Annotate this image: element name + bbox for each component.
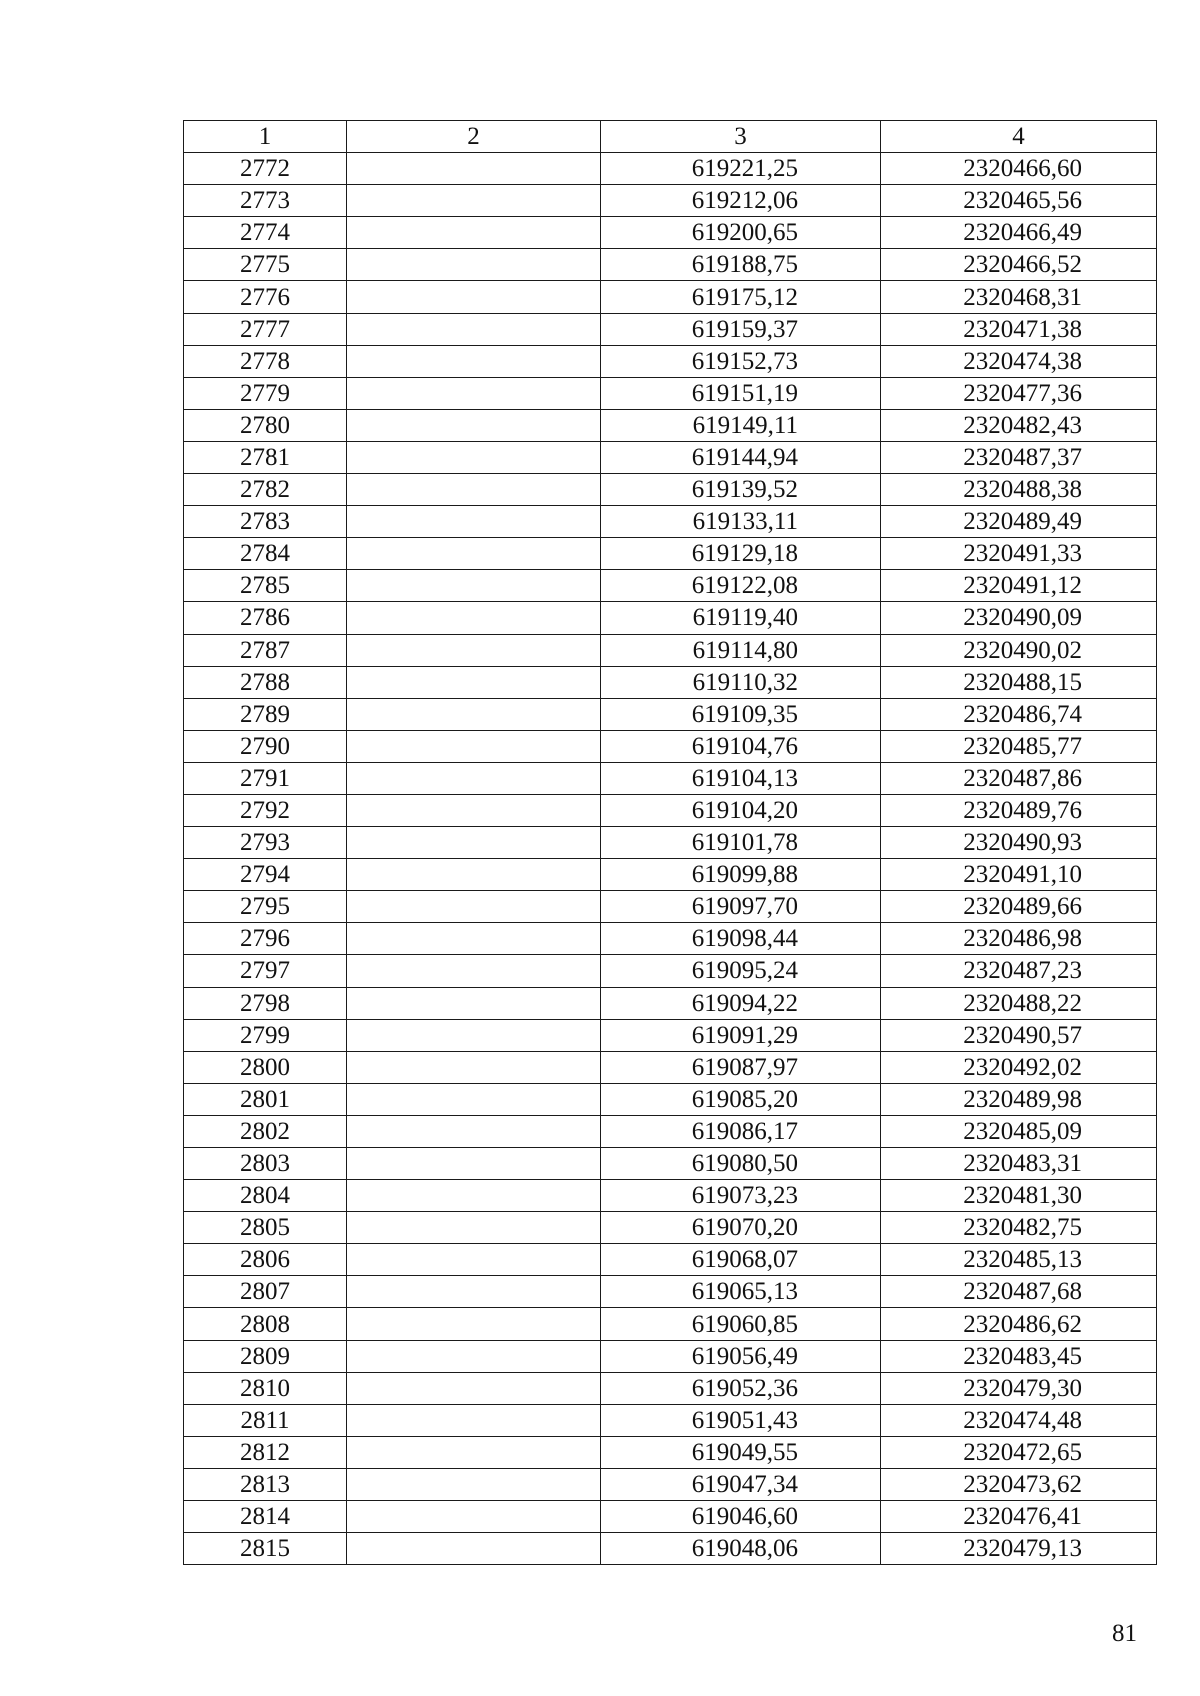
name-cell	[347, 859, 601, 891]
y-coordinate-cell: 2320474,48	[881, 1404, 1157, 1436]
point-number-cell: 2790	[184, 730, 347, 762]
y-coordinate-cell: 2320473,62	[881, 1468, 1157, 1500]
table-row	[184, 891, 1157, 923]
y-coordinate-cell: 2320488,38	[881, 474, 1157, 506]
table-body	[184, 153, 1157, 1565]
x-coordinate-cell: 619152,73	[601, 345, 881, 377]
x-coordinate-cell: 619101,78	[601, 827, 881, 859]
table-row	[184, 1180, 1157, 1212]
x-coordinate-cell: 619094,22	[601, 987, 881, 1019]
point-number-cell: 2800	[184, 1051, 347, 1083]
x-coordinate-cell: 619095,24	[601, 955, 881, 987]
y-coordinate-cell: 2320489,49	[881, 506, 1157, 538]
x-coordinate-cell: 619086,17	[601, 1115, 881, 1147]
y-coordinate-cell: 2320465,56	[881, 185, 1157, 217]
x-coordinate-cell: 619139,52	[601, 474, 881, 506]
x-coordinate-cell: 619046,60	[601, 1501, 881, 1533]
table-row	[184, 217, 1157, 249]
name-cell	[347, 1468, 601, 1500]
column-header-3: 3	[601, 121, 881, 153]
table-row	[184, 538, 1157, 570]
y-coordinate-cell: 2320479,30	[881, 1372, 1157, 1404]
name-cell	[347, 730, 601, 762]
y-coordinate-cell: 2320491,33	[881, 538, 1157, 570]
x-coordinate-cell: 619144,94	[601, 441, 881, 473]
name-cell	[347, 1308, 601, 1340]
y-coordinate-cell: 2320483,31	[881, 1148, 1157, 1180]
point-number-cell: 2782	[184, 474, 347, 506]
table-row	[184, 474, 1157, 506]
name-cell	[347, 891, 601, 923]
table-row	[184, 762, 1157, 794]
y-coordinate-cell: 2320481,30	[881, 1180, 1157, 1212]
table-row	[184, 1244, 1157, 1276]
y-coordinate-cell: 2320487,23	[881, 955, 1157, 987]
table-row	[184, 955, 1157, 987]
table-row	[184, 1372, 1157, 1404]
name-cell	[347, 955, 601, 987]
point-number-cell: 2791	[184, 762, 347, 794]
x-coordinate-cell: 619049,55	[601, 1436, 881, 1468]
point-number-cell: 2797	[184, 955, 347, 987]
name-cell	[347, 345, 601, 377]
column-header-1: 1	[184, 121, 347, 153]
y-coordinate-cell: 2320485,77	[881, 730, 1157, 762]
table-row	[184, 1051, 1157, 1083]
y-coordinate-cell: 2320485,09	[881, 1115, 1157, 1147]
y-coordinate-cell: 2320487,68	[881, 1276, 1157, 1308]
name-cell	[347, 1180, 601, 1212]
x-coordinate-cell: 619047,34	[601, 1468, 881, 1500]
x-coordinate-cell: 619104,13	[601, 762, 881, 794]
name-cell	[347, 1404, 601, 1436]
point-number-cell: 2793	[184, 827, 347, 859]
y-coordinate-cell: 2320490,09	[881, 602, 1157, 634]
table-row	[184, 1436, 1157, 1468]
point-number-cell: 2780	[184, 409, 347, 441]
point-number-cell: 2794	[184, 859, 347, 891]
x-coordinate-cell: 619221,25	[601, 153, 881, 185]
x-coordinate-cell: 619060,85	[601, 1308, 881, 1340]
table-row	[184, 1501, 1157, 1533]
point-number-cell: 2799	[184, 1019, 347, 1051]
y-coordinate-cell: 2320490,57	[881, 1019, 1157, 1051]
point-number-cell: 2772	[184, 153, 347, 185]
table-row	[184, 249, 1157, 281]
table-row	[184, 987, 1157, 1019]
point-number-cell: 2814	[184, 1501, 347, 1533]
table-row	[184, 281, 1157, 313]
table-row	[184, 698, 1157, 730]
x-coordinate-cell: 619056,49	[601, 1340, 881, 1372]
x-coordinate-cell: 619087,97	[601, 1051, 881, 1083]
name-cell	[347, 698, 601, 730]
x-coordinate-cell: 619119,40	[601, 602, 881, 634]
x-coordinate-cell: 619065,13	[601, 1276, 881, 1308]
x-coordinate-cell: 619048,06	[601, 1533, 881, 1565]
name-cell	[347, 185, 601, 217]
name-cell	[347, 409, 601, 441]
point-number-cell: 2778	[184, 345, 347, 377]
table-row	[184, 1404, 1157, 1436]
y-coordinate-cell: 2320486,98	[881, 923, 1157, 955]
table-row	[184, 570, 1157, 602]
y-coordinate-cell: 2320489,66	[881, 891, 1157, 923]
point-number-cell: 2812	[184, 1436, 347, 1468]
name-cell	[347, 474, 601, 506]
name-cell	[347, 666, 601, 698]
name-cell	[347, 377, 601, 409]
table-row	[184, 1340, 1157, 1372]
x-coordinate-cell: 619133,11	[601, 506, 881, 538]
x-coordinate-cell: 619200,65	[601, 217, 881, 249]
y-coordinate-cell: 2320482,43	[881, 409, 1157, 441]
x-coordinate-cell: 619122,08	[601, 570, 881, 602]
point-number-cell: 2808	[184, 1308, 347, 1340]
y-coordinate-cell: 2320486,74	[881, 698, 1157, 730]
name-cell	[347, 923, 601, 955]
table-row	[184, 506, 1157, 538]
y-coordinate-cell: 2320471,38	[881, 313, 1157, 345]
point-number-cell: 2781	[184, 441, 347, 473]
y-coordinate-cell: 2320483,45	[881, 1340, 1157, 1372]
name-cell	[347, 987, 601, 1019]
y-coordinate-cell: 2320490,93	[881, 827, 1157, 859]
y-coordinate-cell: 2320472,65	[881, 1436, 1157, 1468]
point-number-cell: 2809	[184, 1340, 347, 1372]
point-number-cell: 2784	[184, 538, 347, 570]
point-number-cell: 2803	[184, 1148, 347, 1180]
x-coordinate-cell: 619175,12	[601, 281, 881, 313]
point-number-cell: 2777	[184, 313, 347, 345]
table-row	[184, 1115, 1157, 1147]
x-coordinate-cell: 619051,43	[601, 1404, 881, 1436]
y-coordinate-cell: 2320479,13	[881, 1533, 1157, 1565]
x-coordinate-cell: 619109,35	[601, 698, 881, 730]
x-coordinate-cell: 619085,20	[601, 1083, 881, 1115]
x-coordinate-cell: 619073,23	[601, 1180, 881, 1212]
table-row	[184, 1148, 1157, 1180]
table-row	[184, 1212, 1157, 1244]
name-cell	[347, 1148, 601, 1180]
table-header-row	[184, 121, 1157, 153]
point-number-cell: 2775	[184, 249, 347, 281]
table-row	[184, 1468, 1157, 1500]
y-coordinate-cell: 2320474,38	[881, 345, 1157, 377]
x-coordinate-cell: 619068,07	[601, 1244, 881, 1276]
column-header-4: 4	[881, 121, 1157, 153]
y-coordinate-cell: 2320487,37	[881, 441, 1157, 473]
x-coordinate-cell: 619052,36	[601, 1372, 881, 1404]
table-row	[184, 827, 1157, 859]
point-number-cell: 2776	[184, 281, 347, 313]
x-coordinate-cell: 619129,18	[601, 538, 881, 570]
point-number-cell: 2807	[184, 1276, 347, 1308]
name-cell	[347, 1019, 601, 1051]
x-coordinate-cell: 619099,88	[601, 859, 881, 891]
point-number-cell: 2792	[184, 794, 347, 826]
name-cell	[347, 217, 601, 249]
x-coordinate-cell: 619080,50	[601, 1148, 881, 1180]
table-row	[184, 1308, 1157, 1340]
table-row	[184, 441, 1157, 473]
x-coordinate-cell: 619159,37	[601, 313, 881, 345]
name-cell	[347, 249, 601, 281]
point-number-cell: 2787	[184, 634, 347, 666]
point-number-cell: 2804	[184, 1180, 347, 1212]
y-coordinate-cell: 2320489,76	[881, 794, 1157, 826]
table-row	[184, 1533, 1157, 1565]
table-row	[184, 377, 1157, 409]
point-number-cell: 2785	[184, 570, 347, 602]
table-row	[184, 345, 1157, 377]
point-number-cell: 2802	[184, 1115, 347, 1147]
point-number-cell: 2813	[184, 1468, 347, 1500]
name-cell	[347, 506, 601, 538]
x-coordinate-cell: 619091,29	[601, 1019, 881, 1051]
table-row	[184, 1083, 1157, 1115]
name-cell	[347, 1115, 601, 1147]
name-cell	[347, 1501, 601, 1533]
point-number-cell: 2783	[184, 506, 347, 538]
table-row	[184, 730, 1157, 762]
column-header-2: 2	[347, 121, 601, 153]
y-coordinate-cell: 2320468,31	[881, 281, 1157, 313]
x-coordinate-cell: 619110,32	[601, 666, 881, 698]
table-row	[184, 794, 1157, 826]
x-coordinate-cell: 619098,44	[601, 923, 881, 955]
table-row	[184, 859, 1157, 891]
table-row	[184, 185, 1157, 217]
name-cell	[347, 1276, 601, 1308]
name-cell	[347, 441, 601, 473]
table-row	[184, 666, 1157, 698]
point-number-cell: 2798	[184, 987, 347, 1019]
name-cell	[347, 762, 601, 794]
name-cell	[347, 313, 601, 345]
name-cell	[347, 794, 601, 826]
table-row	[184, 634, 1157, 666]
y-coordinate-cell: 2320490,02	[881, 634, 1157, 666]
x-coordinate-cell: 619104,20	[601, 794, 881, 826]
y-coordinate-cell: 2320486,62	[881, 1308, 1157, 1340]
coordinates-table	[183, 120, 1157, 1565]
name-cell	[347, 827, 601, 859]
table-row	[184, 602, 1157, 634]
page-number: 81	[1112, 1620, 1137, 1647]
y-coordinate-cell: 2320466,49	[881, 217, 1157, 249]
x-coordinate-cell: 619070,20	[601, 1212, 881, 1244]
point-number-cell: 2805	[184, 1212, 347, 1244]
x-coordinate-cell: 619151,19	[601, 377, 881, 409]
table-row	[184, 1276, 1157, 1308]
point-number-cell: 2810	[184, 1372, 347, 1404]
table-row	[184, 1019, 1157, 1051]
x-coordinate-cell: 619104,76	[601, 730, 881, 762]
point-number-cell: 2815	[184, 1533, 347, 1565]
name-cell	[347, 570, 601, 602]
y-coordinate-cell: 2320491,10	[881, 859, 1157, 891]
x-coordinate-cell: 619149,11	[601, 409, 881, 441]
y-coordinate-cell: 2320488,22	[881, 987, 1157, 1019]
point-number-cell: 2811	[184, 1404, 347, 1436]
y-coordinate-cell: 2320477,36	[881, 377, 1157, 409]
x-coordinate-cell: 619188,75	[601, 249, 881, 281]
table-row	[184, 409, 1157, 441]
y-coordinate-cell: 2320482,75	[881, 1212, 1157, 1244]
y-coordinate-cell: 2320488,15	[881, 666, 1157, 698]
name-cell	[347, 1372, 601, 1404]
y-coordinate-cell: 2320489,98	[881, 1083, 1157, 1115]
y-coordinate-cell: 2320466,52	[881, 249, 1157, 281]
name-cell	[347, 538, 601, 570]
name-cell	[347, 153, 601, 185]
point-number-cell: 2789	[184, 698, 347, 730]
name-cell	[347, 1340, 601, 1372]
x-coordinate-cell: 619097,70	[601, 891, 881, 923]
table-row	[184, 313, 1157, 345]
name-cell	[347, 1533, 601, 1565]
point-number-cell: 2795	[184, 891, 347, 923]
point-number-cell: 2786	[184, 602, 347, 634]
point-number-cell: 2773	[184, 185, 347, 217]
point-number-cell: 2796	[184, 923, 347, 955]
y-coordinate-cell: 2320491,12	[881, 570, 1157, 602]
point-number-cell: 2774	[184, 217, 347, 249]
point-number-cell: 2779	[184, 377, 347, 409]
y-coordinate-cell: 2320476,41	[881, 1501, 1157, 1533]
name-cell	[347, 1244, 601, 1276]
y-coordinate-cell: 2320492,02	[881, 1051, 1157, 1083]
table-row	[184, 923, 1157, 955]
name-cell	[347, 1083, 601, 1115]
y-coordinate-cell: 2320485,13	[881, 1244, 1157, 1276]
name-cell	[347, 1212, 601, 1244]
y-coordinate-cell: 2320466,60	[881, 153, 1157, 185]
point-number-cell: 2801	[184, 1083, 347, 1115]
name-cell	[347, 281, 601, 313]
name-cell	[347, 1436, 601, 1468]
point-number-cell: 2806	[184, 1244, 347, 1276]
y-coordinate-cell: 2320487,86	[881, 762, 1157, 794]
name-cell	[347, 634, 601, 666]
name-cell	[347, 1051, 601, 1083]
x-coordinate-cell: 619212,06	[601, 185, 881, 217]
point-number-cell: 2788	[184, 666, 347, 698]
x-coordinate-cell: 619114,80	[601, 634, 881, 666]
table-row	[184, 153, 1157, 185]
name-cell	[347, 602, 601, 634]
